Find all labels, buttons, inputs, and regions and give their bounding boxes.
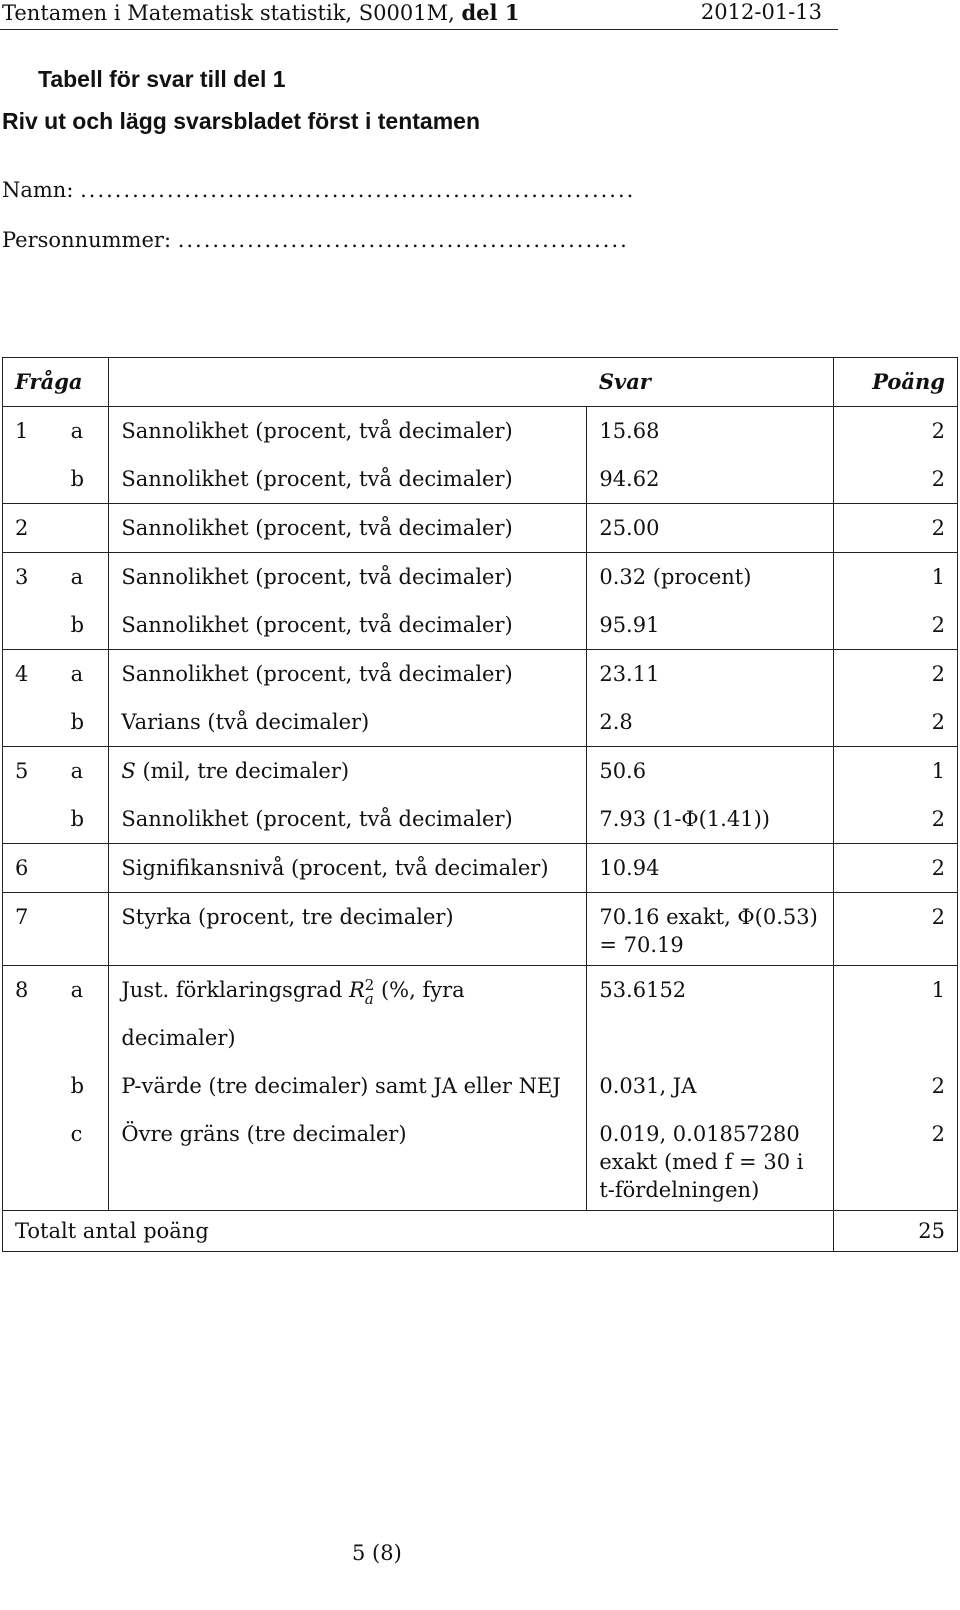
answer-value: 0.32 (procent): [587, 553, 834, 602]
table-row: [3, 747, 958, 796]
question-number: 7: [3, 893, 59, 966]
header-date: 2012-01-13: [700, 0, 822, 24]
points-value: 2: [834, 844, 958, 893]
question-number: [3, 795, 59, 844]
sub-question: a: [59, 650, 109, 699]
question-number: [3, 1062, 59, 1110]
answer-value: 10.94: [587, 844, 834, 893]
question-number: 4: [3, 650, 59, 699]
header-desc: [109, 358, 587, 407]
desc-prefix: Just. förklaringsgrad: [121, 978, 349, 1002]
points-value: 2: [834, 795, 958, 844]
table-row: [3, 601, 958, 650]
question-description: Sannolikhet (procent, två decimaler): [109, 407, 587, 456]
points-value: 2: [834, 601, 958, 650]
answer-value: 0.019, 0.01857280 exakt (med f = 30 i t-fördelningen): [587, 1110, 834, 1211]
sub-question: c: [70, 1122, 83, 1146]
desc-variable: R: [348, 978, 365, 1002]
answer-table: [2, 357, 958, 1252]
table-row: [3, 504, 958, 553]
question-number: 5: [3, 747, 59, 796]
points-value: 2: [834, 698, 958, 747]
points-value: 2: [834, 1110, 958, 1211]
points-value: 2: [834, 407, 958, 456]
sub-question: b: [70, 807, 85, 831]
total-points: 25: [834, 1211, 958, 1252]
total-label: Totalt antal poäng: [3, 1211, 834, 1252]
table-row: [3, 650, 958, 699]
question-number: [3, 1110, 59, 1211]
answer-value: 95.91: [587, 601, 834, 650]
question-description: Styrka (procent, tre decimaler): [109, 893, 587, 966]
question-description: Signifikansnivå (procent, två decimaler): [109, 844, 587, 893]
question-description: [109, 747, 587, 796]
desc-subscript: a: [364, 989, 374, 1008]
sub-question: b: [70, 467, 85, 491]
pnr-field[interactable]: [2, 228, 629, 252]
table-row: [3, 966, 958, 1063]
answer-value: 25.00: [587, 504, 834, 553]
header-answer: Svar: [587, 358, 834, 407]
points-value: 2: [834, 455, 958, 504]
question-number: [3, 601, 59, 650]
pnr-dots: ....................................................: [177, 228, 629, 252]
answer-value: 2.8: [587, 698, 834, 747]
table-row: [3, 1062, 958, 1110]
name-field[interactable]: [2, 178, 635, 202]
title-line-1: Tabell för svar till del 1: [38, 66, 286, 92]
question-number: 1: [3, 407, 59, 456]
question-description: Sannolikhet (procent, två decimaler): [109, 455, 587, 504]
sub-question: b: [70, 613, 85, 637]
header-course-text: Tentamen i Matematisk statistik, S0001M,: [2, 1, 455, 25]
sub-question: [59, 504, 109, 553]
question-number: 6: [3, 844, 59, 893]
sub-question: a: [59, 407, 109, 456]
question-description: Sannolikhet (procent, två decimaler): [109, 795, 587, 844]
question-description: Övre gräns (tre decimaler): [109, 1110, 587, 1211]
sub-question: [59, 893, 109, 966]
table-row: [3, 698, 958, 747]
table-row: [3, 407, 958, 456]
answer-value: 23.11: [587, 650, 834, 699]
table-row: [3, 455, 958, 504]
page-number: 5 (8): [352, 1541, 402, 1565]
header-points: Poäng: [834, 358, 958, 407]
points-value: 2: [834, 504, 958, 553]
answer-value: 0.031, JA: [587, 1062, 834, 1110]
answer-value: 50.6: [587, 747, 834, 796]
points-value: 2: [834, 1062, 958, 1110]
table-row: [3, 553, 958, 602]
question-number: 8: [3, 966, 59, 1063]
total-row: [3, 1211, 958, 1252]
question-number: 2: [3, 504, 59, 553]
name-dots: ................................................................: [80, 178, 636, 202]
sub-question: a: [59, 747, 109, 796]
name-label: Namn:: [2, 178, 74, 202]
points-value: 2: [834, 893, 958, 966]
header-course: [2, 0, 519, 25]
table-row: [3, 893, 958, 966]
answer-value: 94.62: [587, 455, 834, 504]
title-line-2: Riv ut och lägg svarsbladet först i tentamen: [2, 108, 480, 134]
points-value: 2: [834, 650, 958, 699]
answer-value: 15.68: [587, 407, 834, 456]
header-part: del 1: [461, 0, 520, 25]
table-row: [3, 844, 958, 893]
desc-rest: (%, fyra decimaler): [121, 978, 465, 1050]
question-number: 3: [3, 553, 59, 602]
answer-value: 53.6152: [587, 966, 834, 1063]
question-description: Sannolikhet (procent, två decimaler): [109, 553, 587, 602]
points-value: 1: [834, 747, 958, 796]
desc-superscript: 2: [364, 975, 375, 994]
answer-value: 7.93 (1-Φ(1.41)): [587, 795, 834, 844]
desc-rest: (mil, tre decimaler): [135, 759, 350, 783]
sub-question: a: [59, 553, 109, 602]
table-row: [3, 795, 958, 844]
question-description: P-värde (tre decimaler) samt JA eller NEJ: [109, 1062, 587, 1110]
question-description: [109, 966, 587, 1063]
question-number: [3, 698, 59, 747]
header-rule: [0, 29, 838, 30]
sub-question: b: [70, 710, 85, 734]
desc-variable: S: [121, 759, 136, 783]
question-description: Sannolikhet (procent, två decimaler): [109, 650, 587, 699]
points-value: 1: [834, 553, 958, 602]
sub-question: a: [59, 966, 109, 1063]
question-description: Sannolikhet (procent, två decimaler): [109, 504, 587, 553]
question-description: Varians (två decimaler): [109, 698, 587, 747]
header-question: Fråga: [3, 358, 109, 407]
points-value: 1: [834, 966, 958, 1063]
question-number: [3, 455, 59, 504]
table-header-row: [3, 358, 958, 407]
question-description: Sannolikhet (procent, två decimaler): [109, 601, 587, 650]
answer-value: 70.16 exakt, Φ(0.53) = 70.19: [587, 893, 834, 966]
table-row: [3, 1110, 958, 1211]
sub-question: b: [70, 1074, 85, 1098]
sub-question: [59, 844, 109, 893]
pnr-label: Personnummer:: [2, 228, 172, 252]
desc-super-sub: [364, 975, 375, 1008]
